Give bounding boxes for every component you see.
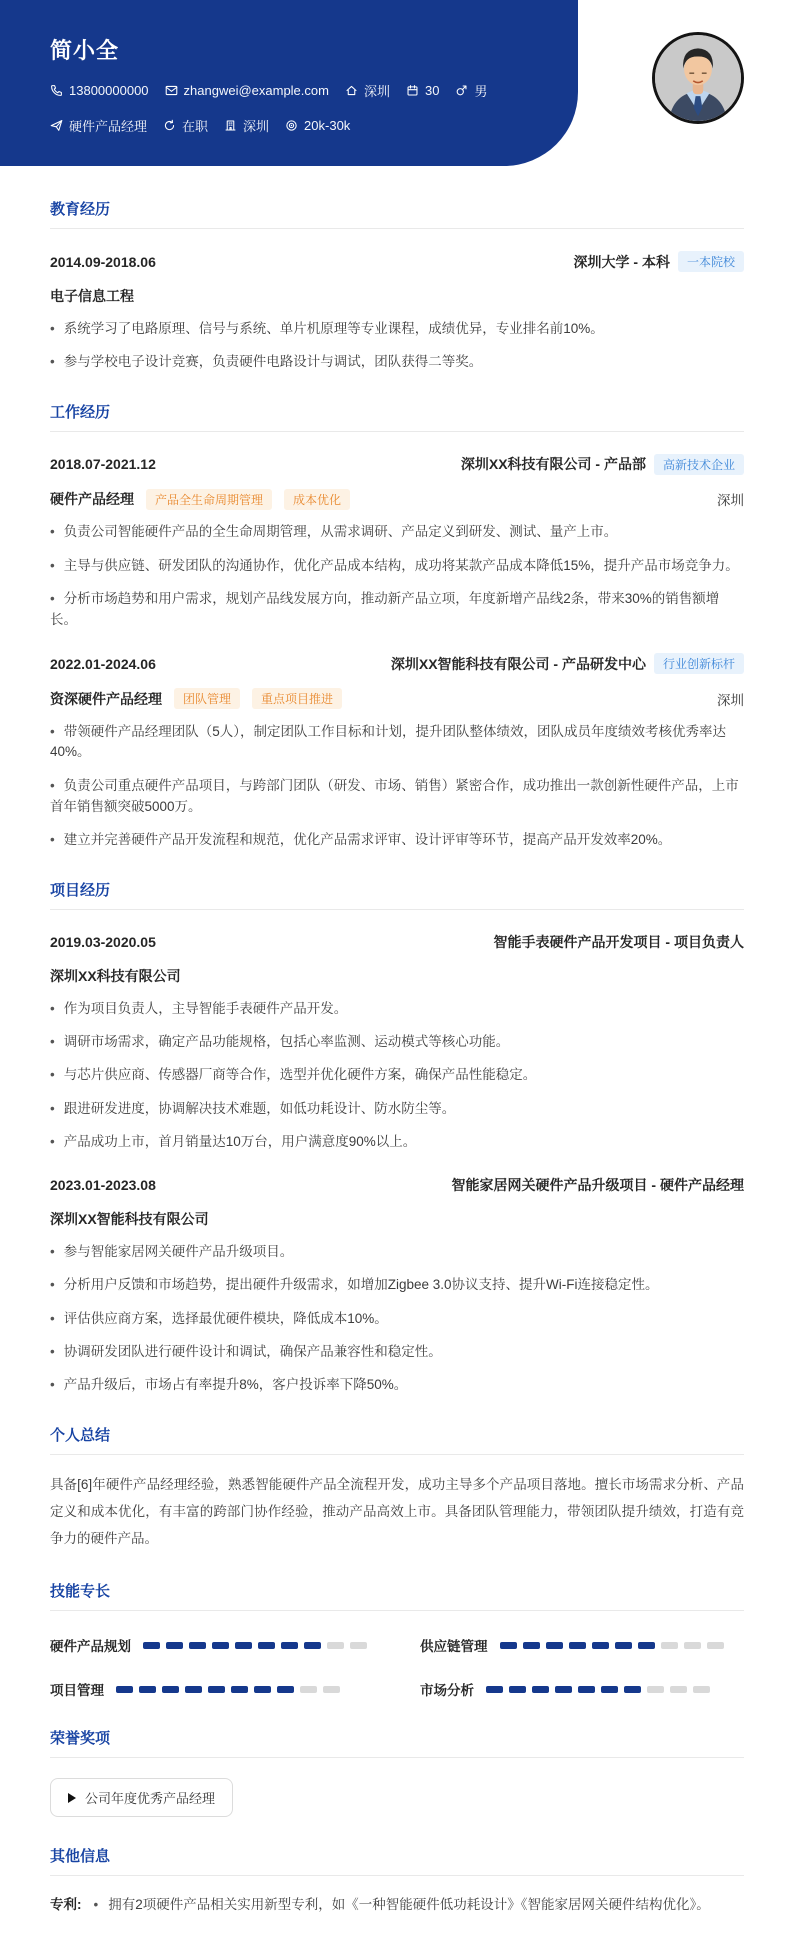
skill-bar-segment [327,1642,344,1649]
skill-label: 供应链管理 [420,1639,488,1655]
company-name: 深圳XX科技有限公司 - 产品部 [460,456,646,473]
skill-label: 硬件产品规划 [50,1639,131,1655]
gender-icon [455,84,468,97]
skill-bar-segment [615,1642,632,1649]
school-badge: 一本院校 [678,251,744,272]
skill-bar-segment [116,1686,133,1693]
skill-bar-segment [500,1642,517,1649]
work-date: 2022.01-2024.06 [50,655,156,672]
project-bullet: • 跟进研发进度，协调解决技术难题，如低功耗设计、防水防尘等。 [50,1099,744,1120]
skill-item [50,1635,374,1655]
skill-item [420,1635,744,1655]
work-bullet: • 负责公司智能硬件产品的全生命周期管理，从需求调研、产品定义到研发、测试、量产上市。 [50,522,744,543]
skill-bar-segment [162,1686,179,1693]
city-text: 深圳 [243,119,270,134]
skill-bar-segment [578,1686,595,1693]
job-status-text: 在职 [182,119,209,134]
project-bullet: • 产品成功上市，首月销量达10万台，用户满意度90%以上。 [50,1132,744,1153]
job-tag: 团队管理 [174,688,240,709]
section-education [50,198,744,373]
project-bullet: • 评估供应商方案，选择最优硬件模块，降低成本10%。 [50,1309,744,1330]
play-icon [68,1793,76,1803]
work-section-title: 工作经历 [50,401,744,432]
project-entry [50,932,744,1153]
patent-text: 拥有2项硬件产品相关实用新型专利，如《一种智能硬件低功耗设计》《智能家居网关硬件结构优化》。 [108,1897,710,1913]
skill-bar-segment [486,1686,503,1693]
target-position-item [50,116,147,135]
project-name: 智能家居网关硬件产品升级项目 - 硬件产品经理 [451,1177,744,1194]
age-icon [406,84,419,97]
skill-bar-segment [231,1686,248,1693]
job-status-item [163,116,208,135]
skill-bar-segment [647,1686,664,1693]
project-bullet: • 分析用户反馈和市场趋势，提出硬件升级需求，如增加Zigbee 3.0协议支持、提升Wi-Fi连接稳定性。 [50,1275,744,1296]
skill-bar-segment [185,1686,202,1693]
work-bullet: • 建立并完善硬件产品开发流程和规范，优化产品需求评审、设计评审等环节，提高产品开发效率20%。 [50,830,744,851]
work-bullet: • 带领硬件产品经理团队（5人），制定团队工作目标和计划，提升团队整体绩效，团队成员年度绩效考核优秀率达40%。 [50,722,744,764]
skill-bar-segment [208,1686,225,1693]
patent-label: 专利: [50,1897,82,1913]
job-tag: 重点项目推进 [252,688,342,709]
salary-text: 20k-30k [304,118,351,133]
skill-bar-segment [546,1642,563,1649]
skill-bar-segment [509,1686,526,1693]
work-bullet: • 负责公司重点硬件产品项目，与跨部门团队（研发、市场、销售）紧密合作，成功推出一款创新性硬件产品，上市首年销售额突破5000万。 [50,776,744,818]
project-bullet: • 作为项目负责人，主导智能手表硬件产品开发。 [50,999,744,1020]
project-date: 2019.03-2020.05 [50,934,156,951]
home-location-item [345,81,390,100]
resume-header [0,0,794,170]
project-bullet: • 调研市场需求，确定产品功能规格，包括心率监测、运动模式等核心功能。 [50,1032,744,1053]
gender-item [455,81,487,100]
company-badge: 行业创新标杆 [654,653,744,674]
home-icon [345,84,358,97]
job-role: 资深硬件产品经理 [50,690,162,707]
skill-bar-segment [304,1642,321,1649]
skill-bar [116,1686,340,1693]
phone-item [50,83,149,98]
job-role: 硬件产品经理 [50,491,134,508]
work-bullet: • 分析市场趋势和用户需求，规划产品线发展方向，推动新产品立项，年度新增产品线2条，带来30%的销售额增长。 [50,589,744,631]
section-work [50,401,744,851]
other-section-title: 其他信息 [50,1845,744,1876]
job-location: 深圳 [717,692,744,708]
company-name: 深圳XX智能科技有限公司 - 产品研发中心 [390,655,646,672]
skill-bar [500,1642,724,1649]
contact-row-2 [50,116,578,135]
email-text: zhangwei@example.com [183,83,329,98]
skill-bar-segment [235,1642,252,1649]
summary-text: 具备[6]年硬件产品经理经验，熟悉智能硬件产品全流程开发，成功主导多个产品项目落地。擅长市场需求分析、产品定义和成本优化，有丰富的跨部门协作经验，推动产品高效上市。具备团队管理能力，带领团队提升绩效，打造有竞争力的硬件产品。 [50,1477,744,1547]
email-item [165,83,329,98]
patent-line [50,1894,744,1916]
skill-item [50,1679,374,1699]
skills-grid [50,1635,744,1699]
skill-bar-segment [212,1642,229,1649]
skill-bar-segment [189,1642,206,1649]
city-item [224,116,269,135]
project-bullet: • 协调研发团队进行硬件设计和调试，确保产品兼容性和稳定性。 [50,1342,744,1363]
work-entry [50,454,744,631]
education-section-title: 教育经历 [50,198,744,229]
resume-content [0,198,794,1942]
skill-bar-segment [661,1642,678,1649]
section-summary [50,1424,744,1552]
skill-bar-segment [684,1642,701,1649]
email-icon [165,84,178,97]
status-icon [163,119,176,132]
skill-bar-segment [277,1686,294,1693]
skill-bar-segment [143,1642,160,1649]
skill-bar-segment [555,1686,572,1693]
city-icon [224,119,237,132]
work-date: 2018.07-2021.12 [50,456,156,473]
header-background [0,0,578,166]
skill-bar-segment [300,1686,317,1693]
project-entry [50,1175,744,1396]
education-bullet: • 系统学习了电路原理、信号与系统、单片机原理等专业课程，成绩优异，专业排名前10%。 [50,319,744,340]
project-bullet: • 参与智能家居网关硬件产品升级项目。 [50,1242,744,1263]
job-tag: 成本优化 [284,489,350,510]
candidate-name: 简小全 [50,38,120,63]
skill-item [420,1679,744,1699]
skill-bar-segment [638,1642,655,1649]
skill-bar-segment [532,1686,549,1693]
skills-section-title: 技能专长 [50,1580,744,1611]
skill-bar-segment [254,1686,271,1693]
company-badge: 高新技术企业 [654,454,744,475]
honor-chip[interactable] [50,1778,233,1817]
skill-label: 市场分析 [420,1683,474,1699]
home-location-text: 深圳 [363,84,390,99]
skill-bar-segment [592,1642,609,1649]
honor-label: 公司年度优秀产品经理 [85,1791,216,1807]
skill-bar-segment [601,1686,618,1693]
target-position-text: 硬件产品经理 [69,119,148,134]
job-location: 深圳 [717,493,744,509]
avatar-portrait [655,35,741,121]
summary-section-title: 个人总结 [50,1424,744,1455]
gender-text: 男 [474,84,488,99]
skill-bar-segment [624,1686,641,1693]
project-company: 深圳XX智能科技有限公司 [50,1211,209,1228]
skill-bar [486,1686,710,1693]
phone-icon [50,84,63,97]
skill-bar-segment [350,1642,367,1649]
skill-bar [143,1642,367,1649]
work-bullet: • 主导与供应链、研发团队的沟通协作，优化产品成本结构，成功将某款产品成本降低15%，提升产品市场竞争力。 [50,556,744,577]
skill-bar-segment [670,1686,687,1693]
position-icon [50,119,63,132]
education-date: 2014.09-2018.06 [50,253,156,270]
major-name: 电子信息工程 [50,288,134,304]
skill-bar-segment [523,1642,540,1649]
section-skills [50,1580,744,1699]
education-bullet: • 参与学校电子设计竞赛，负责硬件电路设计与调试，团队获得二等奖。 [50,352,744,373]
skill-bar-segment [323,1686,340,1693]
phone-text: 13800000000 [69,83,149,98]
skill-bar-segment [166,1642,183,1649]
projects-section-title: 项目经历 [50,879,744,910]
project-date: 2023.01-2023.08 [50,1177,156,1194]
section-honors [50,1727,744,1817]
school-name: 深圳大学 - 本科 [573,253,670,270]
section-other [50,1845,744,1916]
salary-icon [285,119,298,132]
age-text: 30 [424,83,440,98]
salary-item [285,118,350,133]
age-item [406,83,439,98]
skill-bar-segment [569,1642,586,1649]
project-name: 智能手表硬件产品开发项目 - 项目负责人 [493,934,744,951]
honors-section-title: 荣誉奖项 [50,1727,744,1758]
skill-bar-segment [707,1642,724,1649]
project-bullet: • 与芯片供应商、传感器厂商等合作，选型并优化硬件方案，确保产品性能稳定。 [50,1065,744,1086]
work-entry [50,653,744,851]
project-bullet: • 产品升级后，市场占有率提升8%，客户投诉率下降50%。 [50,1375,744,1396]
project-company: 深圳XX科技有限公司 [50,968,181,985]
section-projects [50,879,744,1396]
skill-bar-segment [281,1642,298,1649]
job-tag: 产品全生命周期管理 [146,489,272,510]
skill-bar-segment [693,1686,710,1693]
skill-bar-segment [139,1686,156,1693]
contact-row-1 [50,81,578,100]
avatar [652,32,744,124]
skill-label: 项目管理 [50,1683,104,1699]
skill-bar-segment [258,1642,275,1649]
